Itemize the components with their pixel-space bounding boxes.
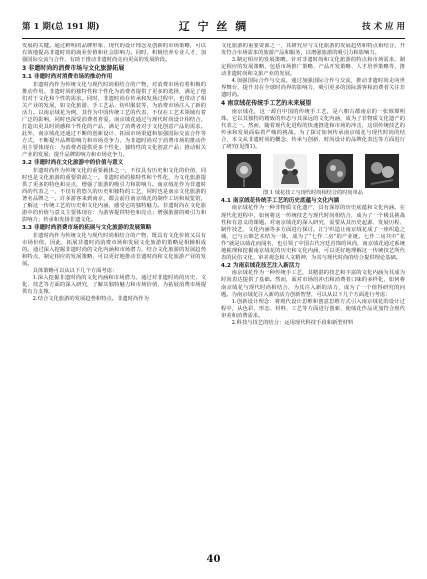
paragraph: 3.制定相应的发展策略。针对非遗时尚和文化旅游的特点和市场需求，制定相应的发展策略，包括市场推广策略、产品开发策略、人才培养策略等，推动非遗时尚和文旅产业的发展。 (221, 57, 405, 78)
paragraph: 非遗时尚作为传统文化与现代时尚相结合的产物，对消费市场有着积极的推动作用。非遗时尚的独特性和个性化为消费者提供了更多的选择，满足了他们对于文化和个性的需求。同时，非遗时尚在传承和发扬过程中，也带动了相关产业的发展，如文化旅游、手工艺品、纺织服装等，为消费市场注入了新的活力。以南京绒花为例，其作为中国传统工艺的代表，不仅在工艺术领域有着广泛的影响，同时也深受消费者喜爱。南京绒花通过与现代时尚设计相结合，打造出更具时尚感和个性化的产品，满足了消费者对于文化创意产品的需求。此外，南京绒花还通过不断的创新设计、拓展市场渠道和加强国际交流合作等方式，不断提升品牌影响力和市场竞争力，为非遗时尚对于消费市场的推动作用主要体现在：为消费者提供更多个性化、独特性的文化创意产品；推动相关产业的发展；提升品牌影响力和市场竞争力。 (22, 81, 206, 159)
paragraph: 具体策略可以从以下几个方面考虑： (32, 268, 118, 275)
figure-image-3 (319, 154, 353, 188)
paragraph: 发展的关键。通过鲜明的品牌形象、现代的设计理念及创新的市场策略，可以有效地提高非遗时尚的商业价值和社会影响力。同时，积极培养专业人才，加强国际交流与合作，有助于推动非遗时尚走向更高的发展阶段。 (22, 43, 206, 64)
header-rule (22, 38, 405, 39)
journal-title: 辽 宁 丝 绸 (178, 20, 249, 33)
paragraph: 1.创新设计理念：将现代设计思维和创意思维方式引入南京绒花的设计过程中，从色彩、形态、材料、工艺等方面进行创新，使绒花作品更加符合现代审美和消费需求。 (221, 298, 405, 319)
paragraph: 2.科技与技艺的结合：运用现代科技手段和新型材料 (231, 319, 354, 326)
section-heading: 3.1 非遗时尚对消费市场的推动作用 (22, 74, 113, 81)
paragraph: 南京绒花，这一源自中国的传统手工艺，是六朝古都南京的一张璀璨明珠。它以其独特的精致的形态与其深远的文化内涵，成为了非物质文化遗产的代表之一。然而，随着现代化进程的快速推进和市场的冲击，这项传统技艺的传承和发展面临着严峻的挑战。为了探讨如何传承南京绒花与现代时尚的结合，本文从非遗时尚的概念、传承与创新、时尚设计的品牌化表达等方面进行了研究(见图1)。 (221, 108, 405, 150)
figure-1 (227, 154, 399, 188)
paragraph: 非遗时尚作为传统文化与现代时尚相结合的产物，既具有文化价值又具有市场价值。因此，拓展非遗时尚消费市场和发展文化旅游的策略是相辅相成的。通过深入挖掘非遗时尚的文化内涵和市场潜力，结合文化旅游的发展趋势和特点，制定相应的发展策略，可以更好地推动非遗时尚和文化旅游产业的发展。 (22, 233, 206, 268)
figure-image-1 (227, 154, 261, 188)
paragraph: 非遗时尚作为传统文化的重要载体之一，不仅具有历史和文化的价值，同时也是文化旅游的重要资源之一。非遗时尚的独特性和个性化，为文化旅游提供了更多的特色和亮点，增强了旅游的吸引力和影响力。南京绒花作为非遗时尚的代表之一，不仅有着悠久的历史和独特的工艺，同时也是南京文化旅游的著名品牌之一。许多游客来到南京，都会前往南京绒花的制作工坊和展览馆，了解这一传统工艺的历史和文化内涵，感受它的独特魅力。非遗时尚在文化旅游中的价值与意义主要体现在：为游客提供特色和亮点；增强旅游的吸引力和影响力；传承和发扬非遗文化。 (22, 168, 206, 224)
paragraph: 文化旅游的重要资源之一，其研究应与文化旅游的发展趋势和特点相结合，开发符合市场需求的旅游产品和服务，以增强旅游的吸引力和影响力。 (221, 43, 405, 57)
left-column (22, 43, 206, 551)
page-number: 40 (206, 554, 221, 565)
paragraph: 1.深入挖掘非遗时尚的文化内涵和市场潜力。通过对非遗时尚的历史、文化、技艺等方面的深入研究，了解其独特魅力和市场价值，为拓展消费市场提供有力支撑。 (22, 275, 206, 296)
paragraph: 南京绒花作为一种传统手工艺，其精湛的技艺和丰富的文化内涵为其成为时尚表达提供了基础。然而，面对市场的冲击和消费者口味的多样化，如何将南京绒花与现代时尚相结合，为其注入新的活力，成为了一个值得研究的问题。为南京绒花注入新的活力创新智慧，可以从以下几个方面进行考虑： (221, 270, 405, 298)
right-column-top (221, 43, 405, 151)
figure-image-2 (273, 154, 307, 188)
paragraph: 2.结合文化旅游的发展趋势和特点。非遗时尚作为 (32, 296, 149, 303)
right-column (221, 43, 405, 551)
issue-number: 第 1 期(总 191 期) (22, 22, 100, 32)
section-heading: 4.1 南京绒花传统手工艺的历史底蕴与文化内涵 (221, 197, 340, 204)
section-heading: 3.3 非遗时尚消费市场的拓展与文化旅游的发展策略 (22, 225, 152, 232)
figure-image-4 (365, 154, 399, 188)
section-heading: 4.2 为南京绒花技艺注入新活力 (221, 262, 300, 269)
paragraph: 南京绒花作为一种非物质文化遗产，具有深厚的历史底蕴和文化内涵。在现代化进程中，如何将这一传统技艺与现代时尚相结合，成为了一个极具挑战性和有意义的课题。对南京绒花的深入研究，需要从其历史起源、发展历程、制作技艺、文化内涵等多方面进行探讨。江宁织造让南京绒花成了一座织造之城，已与云锦艺术结为一体，成为了“七作二房”的产业链。七作二房共中“花作”就是以绒花而闻名，也引领了中国古代宫廷首饰的风尚，南京绒花通过系统地梳理和挖掘南京绒花的历史和文化内涵，可以更好地理解这一传统技艺所代表的民俗文化、审美观念和人文精神，为其与现代时尚的结合提供理论基础。 (221, 205, 405, 261)
section-heading: 4 南京绒花传统手工艺的未来展望 (221, 100, 312, 108)
section-heading: 3.2 非遗时尚在文化旅游中的价值与意义 (22, 160, 124, 167)
paragraph: 4.加强国际合作与交流。通过加强国际合作与交流，推动非遗时尚走向世界舞台，提升其在全球时尚界的影响力，吸引更多的国际游客和消费者关注非遗时尚。 (221, 78, 405, 99)
section-heading: 3 非遗时尚的消费市场与文化旅游拓展 (22, 65, 125, 73)
figure-caption: 图 1 绒花技工与现代时尚相结合的时尚单品 (263, 189, 363, 196)
right-column-bottom (221, 198, 405, 327)
section-name: 技 术 应 用 (362, 22, 405, 32)
running-header (22, 18, 405, 34)
